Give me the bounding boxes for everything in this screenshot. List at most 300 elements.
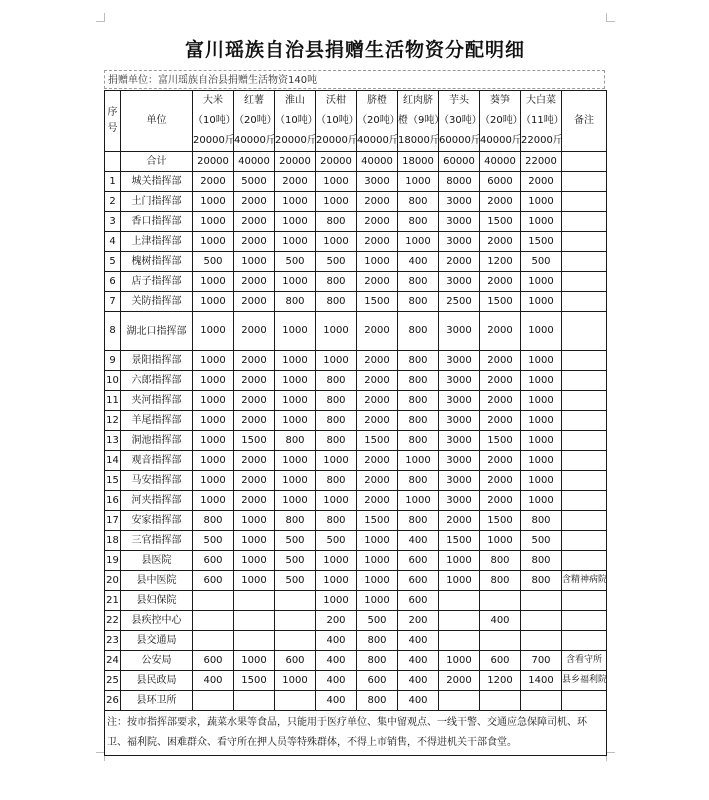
- row-value: 2000: [480, 312, 521, 351]
- row-value: 1000: [193, 212, 234, 232]
- row-value: 1000: [316, 491, 357, 511]
- row-value: 1000: [398, 491, 439, 511]
- row-value: [275, 691, 316, 711]
- row-value: 500: [275, 571, 316, 591]
- table-row: [105, 192, 607, 212]
- row-value: 1000: [275, 411, 316, 431]
- row-value: 3000: [439, 212, 480, 232]
- row-number: 24: [105, 651, 121, 671]
- row-unit: 河夹指挥部: [121, 491, 193, 511]
- row-value: 800: [398, 192, 439, 212]
- row-value: 2000: [193, 172, 234, 192]
- row-value: 2000: [480, 351, 521, 371]
- table-row: [105, 631, 607, 651]
- row-value: [275, 591, 316, 611]
- donor-line: 捐赠单位：富川瑶族自治县捐赠生活物资140吨: [104, 70, 605, 89]
- allocation-table: [104, 90, 607, 756]
- header-item-weight: 22000斤: [521, 135, 563, 146]
- row-value: 2000: [234, 272, 275, 292]
- header-item-weight: 20000斤: [275, 135, 317, 146]
- row-value: 800: [398, 351, 439, 371]
- row-value: 500: [193, 531, 234, 551]
- row-value: 500: [316, 252, 357, 272]
- row-value: [193, 591, 234, 611]
- table-row: [105, 511, 607, 531]
- row-value: 500: [275, 531, 316, 551]
- row-number: 3: [105, 212, 121, 232]
- row-value: 1000: [357, 531, 398, 551]
- row-remark: [562, 591, 607, 611]
- table-row: [105, 691, 607, 711]
- header-item-qty: （20吨）: [234, 115, 277, 126]
- row-value: 1000: [193, 312, 234, 351]
- row-value: 1000: [316, 571, 357, 591]
- row-number: 20: [105, 571, 121, 591]
- row-value: 1000: [357, 591, 398, 611]
- header-item-qty: （30吨）: [439, 115, 482, 126]
- table-row: [105, 272, 607, 292]
- row-value: [275, 631, 316, 651]
- row-value: 1000: [521, 351, 562, 371]
- row-value: 1000: [193, 451, 234, 471]
- row-number: 23: [105, 631, 121, 651]
- row-value: 1000: [316, 232, 357, 252]
- row-value: 1000: [234, 252, 275, 272]
- row-value: 1000: [234, 511, 275, 531]
- row-remark: [562, 272, 607, 292]
- row-value: 1000: [439, 651, 480, 671]
- total-value: 18000: [398, 152, 439, 172]
- row-value: 2000: [234, 212, 275, 232]
- table-row: [105, 431, 607, 451]
- row-value: 1000: [275, 491, 316, 511]
- row-value: 600: [193, 551, 234, 571]
- row-remark: [562, 252, 607, 272]
- row-value: [234, 691, 275, 711]
- row-value: 3000: [439, 371, 480, 391]
- row-value: 3000: [439, 272, 480, 292]
- row-value: 1000: [193, 411, 234, 431]
- row-value: 1000: [234, 551, 275, 571]
- row-value: 800: [316, 391, 357, 411]
- total-label: 合计: [121, 152, 193, 172]
- row-value: 2000: [234, 471, 275, 491]
- row-value: 800: [316, 212, 357, 232]
- row-value: 2000: [234, 292, 275, 312]
- row-value: 1000: [439, 551, 480, 571]
- header-item-name: 沃柑: [326, 95, 346, 106]
- row-value: 800: [521, 511, 562, 531]
- row-value: [193, 691, 234, 711]
- row-value: 1000: [521, 411, 562, 431]
- row-value: [480, 631, 521, 651]
- table-row: [105, 471, 607, 491]
- row-value: 800: [316, 272, 357, 292]
- row-value: 800: [398, 511, 439, 531]
- row-value: 2000: [234, 192, 275, 212]
- header-item-qty: （11吨）: [521, 115, 564, 126]
- row-value: 1500: [480, 431, 521, 451]
- row-value: 800: [357, 651, 398, 671]
- row-value: 1000: [521, 272, 562, 292]
- table-row: [105, 292, 607, 312]
- row-value: 500: [521, 252, 562, 272]
- row-remark: [562, 431, 607, 451]
- row-number: 22: [105, 611, 121, 631]
- table-row: [105, 551, 607, 571]
- row-value: 400: [398, 631, 439, 651]
- row-value: 2000: [480, 232, 521, 252]
- row-value: 2000: [357, 351, 398, 371]
- row-number: 4: [105, 232, 121, 252]
- row-value: 1000: [193, 491, 234, 511]
- row-value: 1000: [193, 391, 234, 411]
- row-value: 1500: [357, 431, 398, 451]
- row-value: 200: [316, 611, 357, 631]
- row-unit: 湖北口指挥部: [121, 312, 193, 351]
- row-value: 2000: [480, 371, 521, 391]
- row-value: 1000: [275, 391, 316, 411]
- row-value: 3000: [439, 312, 480, 351]
- row-value: 800: [398, 272, 439, 292]
- row-number: 21: [105, 591, 121, 611]
- row-unit: 县环卫所: [121, 691, 193, 711]
- header-item-qty: （10吨）: [193, 115, 236, 126]
- row-value: 1000: [521, 451, 562, 471]
- row-number: 12: [105, 411, 121, 431]
- row-value: 3000: [439, 391, 480, 411]
- row-remark: [562, 172, 607, 192]
- row-value: [521, 611, 562, 631]
- row-remark: 含看守所: [562, 651, 607, 671]
- row-value: 400: [398, 531, 439, 551]
- row-value: 1000: [193, 292, 234, 312]
- row-value: 1000: [521, 471, 562, 491]
- row-value: 1000: [480, 531, 521, 551]
- row-value: 2000: [357, 232, 398, 252]
- row-value: 2000: [234, 491, 275, 511]
- row-unit: 三官指挥部: [121, 531, 193, 551]
- row-value: 1500: [357, 511, 398, 531]
- header-item-weight: 20000斤: [316, 135, 358, 146]
- table-row: [105, 491, 607, 511]
- row-value: 200: [398, 611, 439, 631]
- row-remark: [562, 611, 607, 631]
- row-unit: 上津指挥部: [121, 232, 193, 252]
- row-value: 500: [316, 531, 357, 551]
- row-value: 2000: [439, 252, 480, 272]
- row-value: 2000: [357, 212, 398, 232]
- table-row: [105, 571, 607, 591]
- row-number: 1: [105, 172, 121, 192]
- row-value: 1500: [480, 212, 521, 232]
- row-value: 2000: [234, 391, 275, 411]
- table-row: [105, 212, 607, 232]
- row-value: 800: [398, 391, 439, 411]
- row-value: [521, 591, 562, 611]
- row-unit: 公安局: [121, 651, 193, 671]
- row-value: 600: [275, 651, 316, 671]
- total-value: 20000: [316, 152, 357, 172]
- row-value: 400: [316, 691, 357, 711]
- row-remark: [562, 451, 607, 471]
- row-value: 1000: [357, 551, 398, 571]
- row-unit: 香口指挥部: [121, 212, 193, 232]
- row-value: 1000: [357, 571, 398, 591]
- row-unit: 羊尾指挥部: [121, 411, 193, 431]
- row-value: 800: [316, 431, 357, 451]
- header-item-name: 大米: [203, 95, 223, 106]
- row-value: 800: [275, 292, 316, 312]
- header-item: [193, 91, 234, 152]
- row-value: 1000: [521, 491, 562, 511]
- row-remark: [562, 371, 607, 391]
- row-number: 6: [105, 272, 121, 292]
- row-value: 800: [480, 551, 521, 571]
- row-value: 1500: [234, 671, 275, 691]
- row-value: 1500: [234, 431, 275, 451]
- row-value: 800: [316, 411, 357, 431]
- row-value: 1000: [234, 651, 275, 671]
- row-value: 2000: [275, 172, 316, 192]
- table-row: [105, 351, 607, 371]
- row-value: 1500: [480, 292, 521, 312]
- table-row: [105, 611, 607, 631]
- row-value: 800: [398, 411, 439, 431]
- row-value: 1000: [316, 192, 357, 212]
- row-number: 5: [105, 252, 121, 272]
- row-value: 2000: [439, 511, 480, 531]
- header-item-qty: （10吨）: [316, 115, 359, 126]
- row-value: 800: [398, 212, 439, 232]
- row-value: 800: [193, 511, 234, 531]
- row-value: 800: [480, 571, 521, 591]
- row-value: 500: [357, 611, 398, 631]
- row-value: 3000: [439, 451, 480, 471]
- row-unit: 土门指挥部: [121, 192, 193, 212]
- row-remark: [562, 312, 607, 351]
- row-value: 1000: [398, 232, 439, 252]
- header-item-name: 红薯: [244, 95, 264, 106]
- row-value: 800: [521, 571, 562, 591]
- header-unit: 单位: [121, 91, 193, 152]
- row-value: 800: [357, 631, 398, 651]
- row-remark: [562, 631, 607, 651]
- row-remark: [562, 691, 607, 711]
- row-value: 3000: [439, 351, 480, 371]
- row-value: 400: [398, 691, 439, 711]
- row-value: [275, 611, 316, 631]
- row-value: 800: [316, 471, 357, 491]
- row-number: 13: [105, 431, 121, 451]
- row-value: 600: [193, 651, 234, 671]
- row-value: 1000: [316, 451, 357, 471]
- total-value: 40000: [357, 152, 398, 172]
- row-unit: 马安指挥部: [121, 471, 193, 491]
- row-value: 1000: [193, 351, 234, 371]
- header-item-name: 芋头: [449, 95, 469, 106]
- row-value: 3000: [439, 232, 480, 252]
- header-item: [316, 91, 357, 152]
- total-row: [105, 152, 607, 172]
- row-value: [439, 631, 480, 651]
- row-value: 2000: [480, 272, 521, 292]
- row-unit: 县中医院: [121, 571, 193, 591]
- row-number: 10: [105, 371, 121, 391]
- row-value: 2000: [234, 371, 275, 391]
- row-value: 800: [275, 511, 316, 531]
- row-value: 2000: [357, 471, 398, 491]
- header-item-qty: （20吨）: [480, 115, 523, 126]
- row-value: 800: [275, 431, 316, 451]
- row-value: 2000: [480, 491, 521, 511]
- row-value: 1000: [193, 272, 234, 292]
- row-value: [480, 591, 521, 611]
- row-value: 2000: [480, 391, 521, 411]
- row-value: 2000: [234, 451, 275, 471]
- row-value: 800: [357, 691, 398, 711]
- total-value: 40000: [480, 152, 521, 172]
- row-value: 1000: [521, 431, 562, 451]
- row-unit: 县交通局: [121, 631, 193, 651]
- row-value: [439, 611, 480, 631]
- row-remark: [562, 511, 607, 531]
- table-row: [105, 172, 607, 192]
- row-value: 2000: [234, 312, 275, 351]
- row-value: 2000: [357, 391, 398, 411]
- row-value: 400: [316, 671, 357, 691]
- row-value: 1000: [275, 451, 316, 471]
- row-value: [234, 591, 275, 611]
- row-value: 1000: [193, 371, 234, 391]
- row-value: 2000: [480, 411, 521, 431]
- row-value: [521, 631, 562, 651]
- row-remark: [562, 351, 607, 371]
- table-row: [105, 252, 607, 272]
- row-value: 1000: [521, 312, 562, 351]
- table-row: [105, 411, 607, 431]
- row-value: 2000: [357, 411, 398, 431]
- row-value: 1000: [275, 371, 316, 391]
- row-unit: 县民政局: [121, 671, 193, 691]
- row-value: 1000: [193, 232, 234, 252]
- header-item: [439, 91, 480, 152]
- row-value: 1000: [234, 531, 275, 551]
- row-value: 1000: [193, 192, 234, 212]
- row-value: 1000: [275, 312, 316, 351]
- total-value: 22000: [521, 152, 562, 172]
- row-value: 1000: [275, 192, 316, 212]
- row-number: 2: [105, 192, 121, 212]
- row-value: 1000: [398, 172, 439, 192]
- row-remark: [562, 232, 607, 252]
- row-remark: [562, 411, 607, 431]
- header-row: [105, 91, 607, 152]
- footnote-row: [105, 711, 607, 756]
- row-value: 800: [521, 551, 562, 571]
- row-value: 1000: [275, 212, 316, 232]
- row-value: 1000: [193, 471, 234, 491]
- row-value: 800: [398, 431, 439, 451]
- header-item-name: 红肉脐: [403, 95, 433, 106]
- row-value: 1000: [521, 391, 562, 411]
- header-item-weight: 18000斤: [398, 135, 440, 146]
- row-value: 3000: [439, 411, 480, 431]
- row-value: 400: [398, 671, 439, 691]
- row-unit: 安家指挥部: [121, 511, 193, 531]
- row-value: 1000: [275, 671, 316, 691]
- total-value: 20000: [275, 152, 316, 172]
- row-value: 5000: [234, 172, 275, 192]
- row-value: 2000: [234, 411, 275, 431]
- row-value: 1200: [480, 252, 521, 272]
- row-number: 19: [105, 551, 121, 571]
- table-row: [105, 232, 607, 252]
- row-number: 16: [105, 491, 121, 511]
- row-value: 800: [316, 371, 357, 391]
- total-value: 20000: [193, 152, 234, 172]
- row-number: 11: [105, 391, 121, 411]
- row-unit: 城关指挥部: [121, 172, 193, 192]
- row-value: 1000: [439, 571, 480, 591]
- row-unit: 店子指挥部: [121, 272, 193, 292]
- row-unit: 县妇保院: [121, 591, 193, 611]
- row-value: 1200: [480, 671, 521, 691]
- row-remark: [562, 212, 607, 232]
- row-value: 2000: [480, 451, 521, 471]
- row-value: 600: [357, 671, 398, 691]
- header-item-name: 大白菜: [526, 95, 556, 106]
- row-value: 2000: [357, 491, 398, 511]
- row-value: 400: [193, 671, 234, 691]
- header-item-name: 葵笋: [490, 95, 510, 106]
- row-value: [234, 611, 275, 631]
- row-value: 1000: [521, 292, 562, 312]
- row-value: 400: [316, 631, 357, 651]
- row-value: 800: [398, 292, 439, 312]
- table-row: [105, 591, 607, 611]
- row-value: 3000: [439, 471, 480, 491]
- row-remark: [562, 491, 607, 511]
- row-value: 600: [398, 571, 439, 591]
- row-value: [480, 691, 521, 711]
- row-value: 1000: [193, 431, 234, 451]
- row-remark: [562, 471, 607, 491]
- row-value: [439, 591, 480, 611]
- row-value: 2000: [357, 312, 398, 351]
- footnote: 注：按市指挥部要求，蔬菜水果等食品，只能用于医疗单位、集中留观点、一线干警、交通应急保障司机、环卫、福利院、困难群众、看守所在押人员等特殊群体，不得上市销售，不得进机关干部食堂。: [105, 711, 607, 756]
- row-remark: [562, 531, 607, 551]
- row-number: 14: [105, 451, 121, 471]
- row-value: 1000: [521, 212, 562, 232]
- row-remark: [562, 391, 607, 411]
- row-value: 600: [398, 551, 439, 571]
- header-item-weight: 40000斤: [357, 135, 399, 146]
- table-row: [105, 671, 607, 691]
- row-value: 1000: [521, 192, 562, 212]
- row-remark: [562, 192, 607, 212]
- row-value: 800: [398, 471, 439, 491]
- table-row: [105, 651, 607, 671]
- row-value: 1000: [398, 451, 439, 471]
- row-value: 2000: [521, 172, 562, 192]
- row-value: 3000: [357, 172, 398, 192]
- page-corner-mark: [606, 13, 615, 22]
- row-value: 600: [193, 571, 234, 591]
- row-value: 800: [398, 371, 439, 391]
- row-value: 1500: [439, 531, 480, 551]
- header-item: [275, 91, 316, 152]
